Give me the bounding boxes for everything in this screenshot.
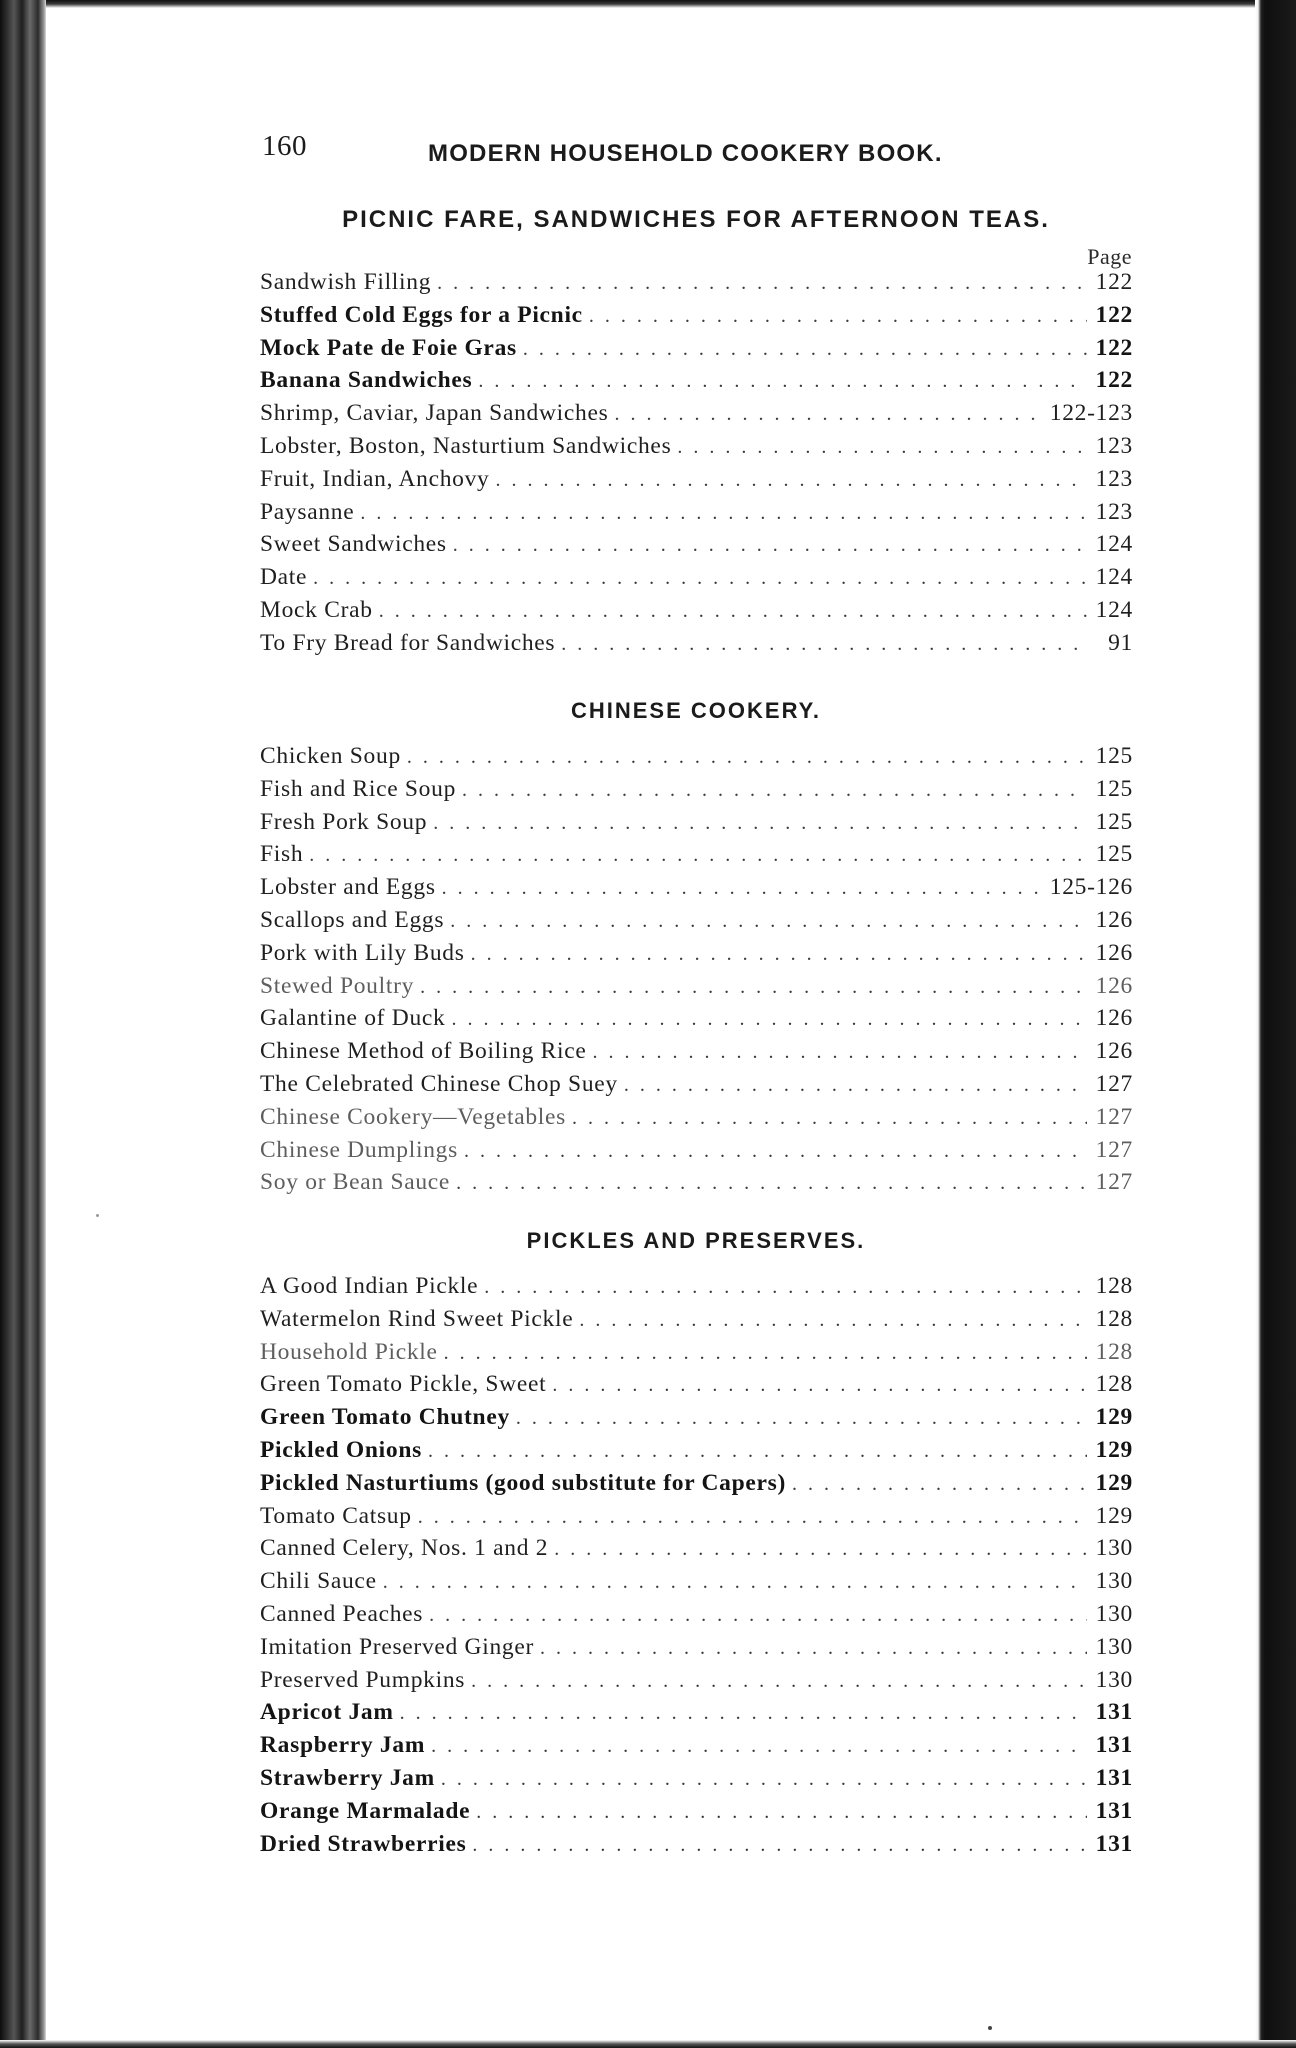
entry-title: Sweet Sandwiches bbox=[260, 531, 447, 558]
dot-leader bbox=[572, 1102, 1087, 1135]
entry-title: To Fry Bread for Sandwiches bbox=[260, 629, 556, 656]
entry-title: Preserved Pumpkins bbox=[260, 1666, 466, 1693]
entry-page-number: 122 bbox=[1095, 269, 1133, 295]
entry-page-number: 123 bbox=[1095, 432, 1133, 459]
scan-right-border bbox=[1255, 0, 1296, 2048]
entry-title: Chili Sauce bbox=[260, 1568, 377, 1595]
entry-title: Fish bbox=[260, 841, 304, 868]
dot-leader bbox=[313, 562, 1087, 595]
toc-entry bbox=[260, 1368, 1133, 1401]
page-number: 160 bbox=[262, 130, 307, 162]
dot-leader bbox=[540, 1632, 1087, 1665]
entry-title: Soy or Bean Sauce bbox=[260, 1169, 451, 1196]
scan-top-border bbox=[0, 0, 1296, 8]
dot-leader bbox=[472, 1829, 1087, 1862]
dot-leader bbox=[453, 529, 1087, 562]
dot-leader bbox=[471, 1665, 1087, 1698]
dot-leader bbox=[309, 839, 1087, 872]
entry-title: Mock Crab bbox=[260, 596, 373, 623]
entry-page-number: 128 bbox=[1095, 1305, 1133, 1332]
entry-page-number: 124 bbox=[1095, 564, 1133, 591]
dot-leader bbox=[400, 1697, 1087, 1730]
dot-leader bbox=[523, 333, 1087, 366]
toc-entry bbox=[260, 1500, 1133, 1533]
dot-leader bbox=[360, 497, 1087, 530]
toc-entry bbox=[260, 364, 1133, 397]
entry-title: A Good Indian Pickle bbox=[260, 1273, 479, 1299]
toc-entry bbox=[260, 740, 1133, 773]
entry-page-number: 126 bbox=[1095, 1005, 1133, 1032]
toc-entry bbox=[260, 332, 1133, 365]
entry-page-number: 130 bbox=[1095, 1568, 1133, 1595]
toc-entry bbox=[260, 1565, 1133, 1598]
entry-page-number: 122 bbox=[1095, 301, 1133, 328]
entry-page-number: 127 bbox=[1095, 1103, 1133, 1130]
entry-title: Stuffed Cold Eggs for a Picnic bbox=[260, 301, 583, 328]
dot-leader bbox=[442, 872, 1044, 905]
dot-leader bbox=[428, 1435, 1087, 1468]
toc-entry bbox=[260, 838, 1133, 871]
entry-page-number: 128 bbox=[1095, 1273, 1133, 1299]
entry-page-number: 123 bbox=[1095, 465, 1133, 492]
entry-title: Green Tomato Chutney bbox=[260, 1404, 510, 1431]
toc-entry bbox=[260, 1795, 1133, 1828]
dot-leader bbox=[516, 1402, 1087, 1435]
entry-page-number: 122 bbox=[1095, 367, 1133, 394]
entry-page-number: 125 bbox=[1095, 775, 1133, 802]
toc-entry bbox=[260, 1068, 1133, 1101]
dot-leader bbox=[561, 628, 1087, 661]
dot-leader bbox=[579, 1304, 1087, 1337]
dot-leader bbox=[552, 1369, 1087, 1402]
entry-title: Fresh Pork Soup bbox=[260, 808, 428, 835]
entry-page-number: 127 bbox=[1095, 1070, 1133, 1097]
dot-leader bbox=[624, 1069, 1087, 1102]
dot-leader bbox=[433, 807, 1087, 840]
section-title-chinese-cookery: CHINESE COOKERY. bbox=[570, 698, 821, 723]
dot-leader bbox=[496, 464, 1088, 497]
toc-entry bbox=[260, 1101, 1133, 1134]
toc-entry bbox=[260, 970, 1133, 1003]
dot-leader bbox=[437, 267, 1087, 300]
entry-title: Sandwish Filling bbox=[260, 269, 432, 295]
entry-page-number: 131 bbox=[1095, 1797, 1133, 1824]
toc-entry bbox=[260, 627, 1133, 660]
dot-leader bbox=[471, 938, 1087, 971]
entry-title: Paysanne bbox=[260, 498, 355, 525]
section-title-picnic-fare: PICNIC FARE, SANDWICHES FOR AFTERNOON TEAS. bbox=[342, 206, 1050, 233]
entry-title: Date bbox=[260, 564, 308, 591]
entry-list-pickles-preserves bbox=[260, 1270, 1133, 1860]
entry-title: Pork with Lily Buds bbox=[260, 939, 465, 966]
entry-page-number: 125-126 bbox=[1049, 874, 1133, 901]
toc-entry bbox=[260, 1631, 1133, 1664]
entry-title: Chinese Cookery—Vegetables bbox=[260, 1103, 567, 1130]
toc-entry bbox=[260, 1134, 1133, 1167]
toc-entry bbox=[260, 463, 1133, 496]
toc-entry bbox=[260, 1828, 1133, 1861]
dot-leader bbox=[379, 595, 1087, 628]
toc-entry bbox=[260, 1336, 1133, 1369]
dot-leader bbox=[484, 1271, 1087, 1304]
toc-entry bbox=[260, 1762, 1133, 1795]
dot-leader bbox=[451, 1003, 1087, 1036]
entry-page-number: 123 bbox=[1095, 498, 1133, 525]
entry-title: Imitation Preserved Ginger bbox=[260, 1633, 535, 1660]
entry-list-chinese-cookery bbox=[260, 740, 1133, 1199]
entry-title: Canned Celery, Nos. 1 and 2 bbox=[260, 1535, 549, 1562]
entry-title: Canned Peaches bbox=[260, 1600, 424, 1627]
toc-entry bbox=[260, 561, 1133, 594]
dot-leader bbox=[383, 1566, 1087, 1599]
scan-bottom-border bbox=[0, 2040, 1296, 2048]
toc-entry bbox=[260, 937, 1133, 970]
section-title-pickles-preserves: PICKLES AND PRESERVES. bbox=[526, 1228, 866, 1253]
scan-speck bbox=[988, 2026, 992, 2030]
entry-title: Fruit, Indian, Anchovy bbox=[260, 465, 490, 492]
toc-entry bbox=[260, 496, 1133, 529]
toc-entry bbox=[260, 430, 1133, 463]
entry-page-number: 126 bbox=[1095, 906, 1133, 933]
entry-page-number: 91 bbox=[1108, 629, 1133, 656]
dot-leader bbox=[441, 1763, 1087, 1796]
entry-page-number: 131 bbox=[1095, 1764, 1133, 1791]
toc-entry bbox=[260, 1035, 1133, 1068]
entry-page-number: 122-123 bbox=[1049, 400, 1133, 427]
entry-title: Orange Marmalade bbox=[260, 1797, 471, 1824]
entry-page-number: 128 bbox=[1095, 1371, 1133, 1398]
entry-page-number: 126 bbox=[1095, 1038, 1133, 1065]
toc-entry bbox=[260, 1598, 1133, 1631]
entry-title: Lobster and Eggs bbox=[260, 874, 436, 901]
toc-entry bbox=[260, 1664, 1133, 1697]
entry-page-number: 122 bbox=[1095, 334, 1133, 361]
entry-title: The Celebrated Chinese Chop Suey bbox=[260, 1070, 618, 1097]
dot-leader bbox=[420, 971, 1087, 1004]
dot-leader bbox=[456, 1167, 1087, 1200]
entry-page-number: 130 bbox=[1095, 1535, 1133, 1562]
entry-page-number: 129 bbox=[1095, 1502, 1133, 1529]
entry-page-number: 127 bbox=[1095, 1136, 1133, 1163]
dot-leader bbox=[462, 774, 1087, 807]
dot-leader bbox=[429, 1599, 1087, 1632]
toc-entry bbox=[260, 528, 1133, 561]
entry-title: Watermelon Rind Sweet Pickle bbox=[260, 1305, 574, 1332]
entry-title: Apricot Jam bbox=[260, 1699, 394, 1726]
entry-page-number: 130 bbox=[1095, 1633, 1133, 1660]
entry-title: Scallops and Eggs bbox=[260, 906, 445, 933]
entry-page-number: 130 bbox=[1095, 1600, 1133, 1627]
entry-title: Chinese Method of Boiling Rice bbox=[260, 1038, 587, 1065]
entry-title: Shrimp, Caviar, Japan Sandwiches bbox=[260, 400, 609, 427]
entry-title: Fish and Rice Soup bbox=[260, 775, 457, 802]
dot-leader bbox=[478, 365, 1087, 398]
dot-leader bbox=[450, 905, 1087, 938]
entry-page-number: 128 bbox=[1095, 1338, 1133, 1365]
entry-page-number: 130 bbox=[1095, 1666, 1133, 1693]
entry-page-number: 129 bbox=[1095, 1469, 1133, 1496]
entry-page-number: 125 bbox=[1095, 743, 1133, 769]
entry-page-number: 129 bbox=[1095, 1436, 1133, 1463]
toc-entry bbox=[260, 1434, 1133, 1467]
entry-title: Tomato Catsup bbox=[260, 1502, 412, 1529]
toc-entry bbox=[260, 1729, 1133, 1762]
toc-entry bbox=[260, 397, 1133, 430]
toc-entry bbox=[260, 1401, 1133, 1434]
entry-page-number: 131 bbox=[1095, 1732, 1133, 1759]
toc-entry bbox=[260, 1303, 1133, 1336]
toc-entry bbox=[260, 1696, 1133, 1729]
toc-entry bbox=[260, 266, 1133, 299]
page-column-label: Page bbox=[1087, 244, 1132, 269]
dot-leader bbox=[464, 1135, 1087, 1168]
toc-entry bbox=[260, 904, 1133, 937]
dot-leader bbox=[554, 1533, 1087, 1566]
entry-page-number: 126 bbox=[1095, 972, 1133, 999]
entry-title: Household Pickle bbox=[260, 1338, 438, 1365]
entry-title: Lobster, Boston, Nasturtium Sandwiches bbox=[260, 432, 672, 459]
entry-title: Pickled Onions bbox=[260, 1436, 422, 1463]
entry-title: Banana Sandwiches bbox=[260, 367, 473, 394]
running-head: MODERN HOUSEHOLD COOKERY BOOK. bbox=[428, 140, 943, 167]
entry-title: Galantine of Duck bbox=[260, 1005, 446, 1032]
entry-page-number: 124 bbox=[1095, 596, 1133, 623]
toc-entry bbox=[260, 1270, 1133, 1303]
entry-page-number: 127 bbox=[1095, 1169, 1133, 1196]
entry-page-number: 125 bbox=[1095, 808, 1133, 835]
scan-speck bbox=[96, 1214, 99, 1217]
entry-page-number: 129 bbox=[1095, 1404, 1133, 1431]
entry-page-number: 126 bbox=[1095, 939, 1133, 966]
entry-page-number: 131 bbox=[1095, 1699, 1133, 1726]
toc-entry bbox=[260, 1002, 1133, 1035]
dot-leader bbox=[792, 1468, 1087, 1501]
entry-page-number: 124 bbox=[1095, 531, 1133, 558]
toc-entry bbox=[260, 1467, 1133, 1500]
dot-leader bbox=[476, 1796, 1087, 1829]
dot-leader bbox=[444, 1337, 1087, 1370]
entry-page-number: 125 bbox=[1095, 841, 1133, 868]
toc-entry bbox=[260, 1532, 1133, 1565]
entry-title: Raspberry Jam bbox=[260, 1732, 426, 1759]
toc-entry bbox=[260, 299, 1133, 332]
entry-page-number: 131 bbox=[1095, 1830, 1133, 1857]
dot-leader bbox=[677, 431, 1087, 464]
entry-title: Mock Pate de Foie Gras bbox=[260, 334, 517, 361]
entry-title: Dried Strawberries bbox=[260, 1830, 467, 1857]
dot-leader bbox=[407, 741, 1087, 774]
dot-leader bbox=[418, 1501, 1087, 1534]
entry-title: Strawberry Jam bbox=[260, 1764, 435, 1791]
dot-leader bbox=[614, 398, 1043, 431]
book-spine-edge bbox=[0, 0, 46, 2048]
dot-leader bbox=[592, 1036, 1087, 1069]
entry-title: Pickled Nasturtiums (good substitute for Capers) bbox=[260, 1469, 787, 1496]
toc-entry bbox=[260, 871, 1133, 904]
entry-title: Chicken Soup bbox=[260, 743, 401, 769]
toc-entry bbox=[260, 773, 1133, 806]
entry-title: Stewed Poultry bbox=[260, 972, 415, 999]
entry-title: Chinese Dumplings bbox=[260, 1136, 458, 1163]
toc-entry bbox=[260, 1166, 1133, 1199]
entry-title: Green Tomato Pickle, Sweet bbox=[260, 1371, 547, 1398]
toc-entry bbox=[260, 806, 1133, 839]
toc-entry bbox=[260, 594, 1133, 627]
entry-list-picnic-fare bbox=[260, 266, 1133, 660]
dot-leader bbox=[431, 1730, 1087, 1763]
dot-leader bbox=[589, 300, 1087, 333]
